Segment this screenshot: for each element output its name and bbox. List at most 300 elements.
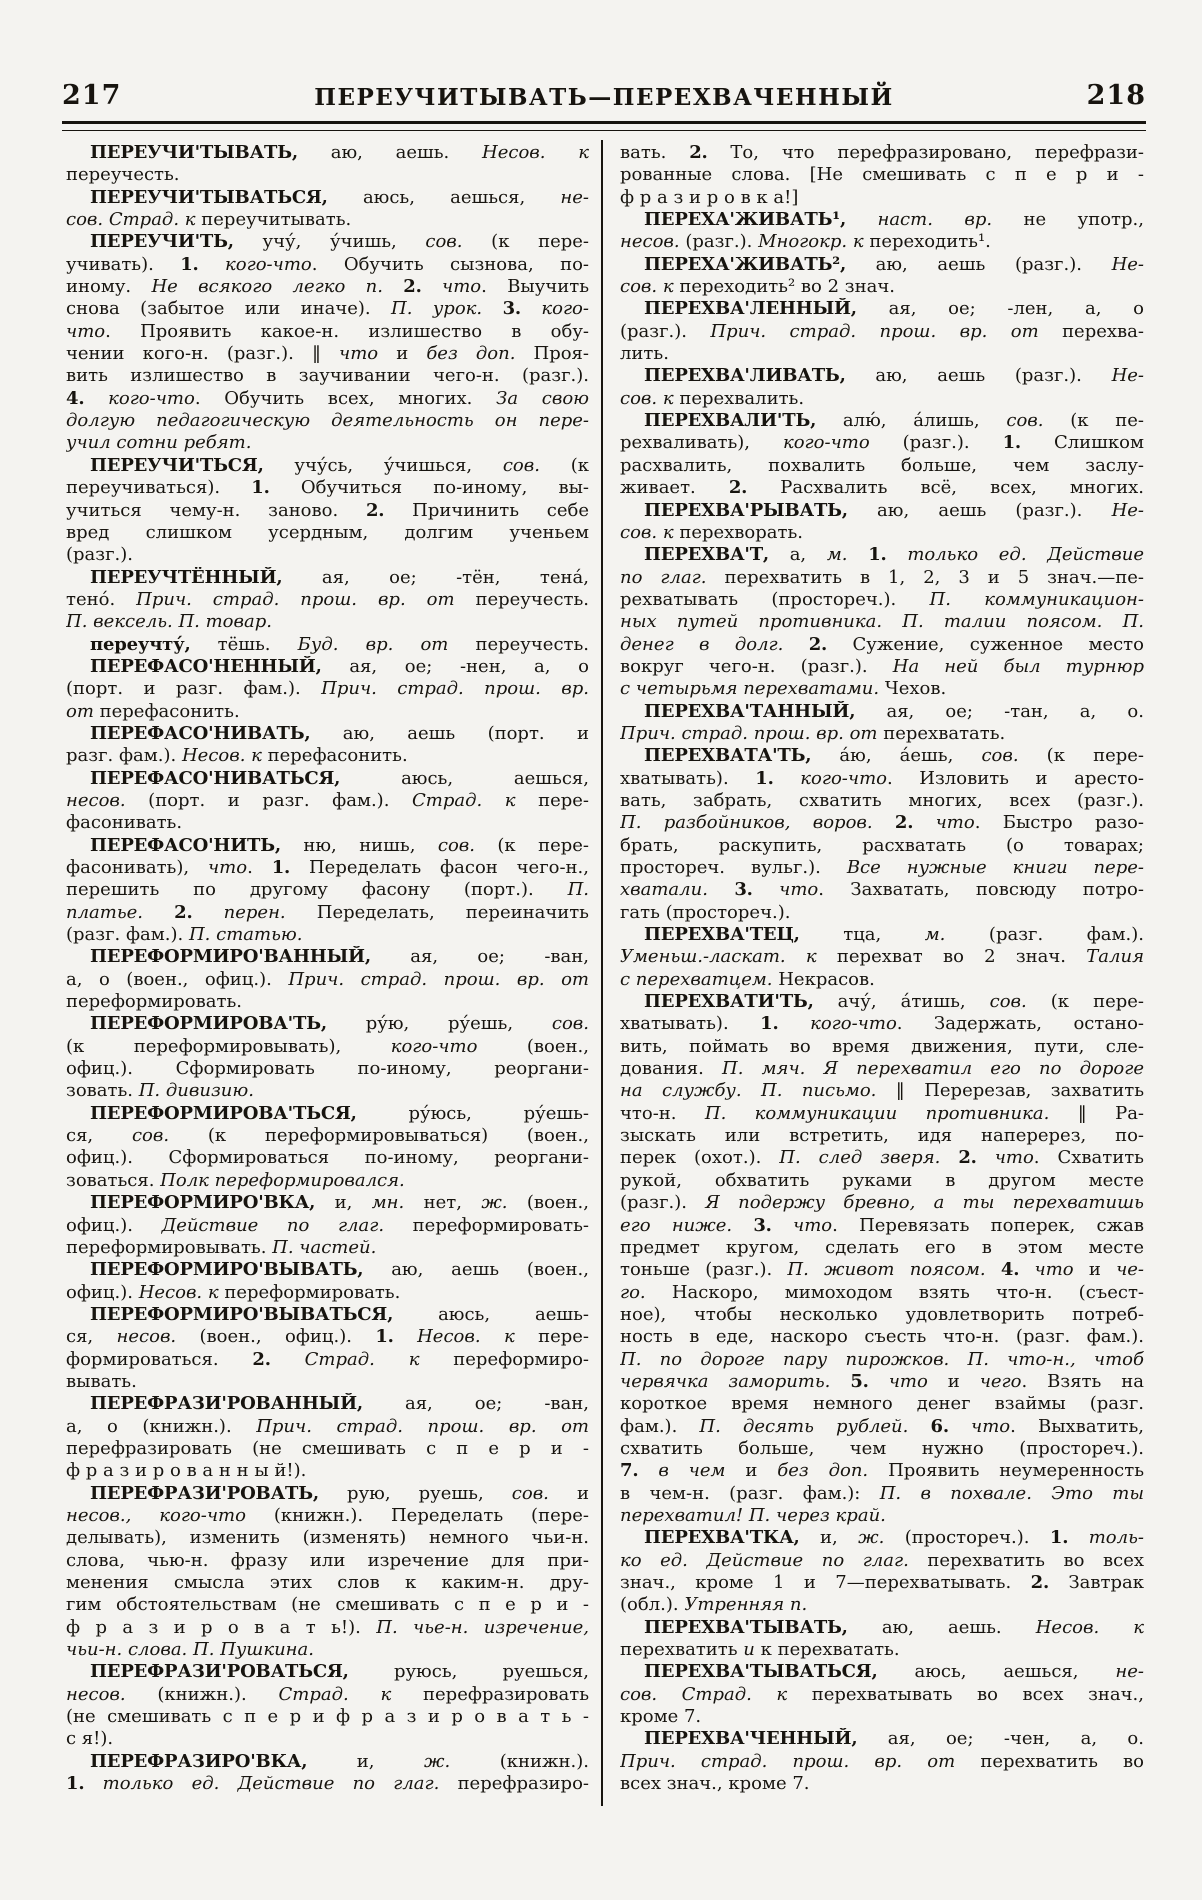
- text-segment: перефразировать: [391, 1683, 589, 1705]
- text-segment: переучесть.: [448, 633, 589, 655]
- text-segment: . Схватить: [1033, 1147, 1144, 1169]
- text-segment: денег в долг.: [620, 633, 784, 655]
- dictionary-line: [620, 1527, 1144, 1549]
- dictionary-line: [66, 611, 589, 633]
- text-segment: [394, 1326, 417, 1347]
- dictionary-line: [620, 500, 1144, 522]
- dictionary-line: [66, 1304, 589, 1326]
- text-segment: гать (простореч.).: [620, 901, 791, 923]
- dictionary-line: [620, 1192, 1144, 1214]
- text-segment: 2.: [728, 477, 748, 499]
- text-segment: хватали.: [620, 879, 708, 901]
- text-segment: вать.: [620, 142, 690, 163]
- text-segment: 3.: [734, 879, 753, 901]
- text-segment: 2.: [958, 1147, 977, 1169]
- text-segment: ПЕРЕУЧИ'ТЫВАТЬ,: [90, 142, 298, 163]
- text-segment: переформировать-: [384, 1214, 589, 1236]
- dictionary-line: [620, 1460, 1144, 1482]
- text-segment: тено́.: [66, 588, 137, 610]
- text-segment: ПЕРЕУЧТЁННЫЙ,: [90, 566, 283, 588]
- dictionary-line: [66, 1371, 589, 1393]
- text-segment: (к переформировывать),: [66, 1035, 391, 1057]
- text-segment: Полк переформировался.: [160, 1169, 405, 1191]
- text-segment: [732, 1215, 753, 1236]
- text-segment: Расхвалить всё, всех, многих.: [747, 477, 1144, 499]
- text-segment: ая, ое; -чен, а, о.: [857, 1728, 1144, 1750]
- text-segment: ру́юсь, ру́ешь-: [356, 1102, 589, 1124]
- text-segment: а, о (книжн.).: [66, 1415, 257, 1437]
- text-segment: Не-: [1111, 365, 1144, 387]
- text-segment: [913, 812, 935, 833]
- text-segment: П. коммуникацион-: [929, 588, 1144, 610]
- text-segment: Прич. страд. прош. вр. от: [136, 588, 455, 610]
- dictionary-line: [66, 1259, 589, 1281]
- text-segment: [1019, 1259, 1034, 1280]
- text-segment: аюсь, аешься,: [340, 767, 589, 789]
- text-segment: ф р а з и р о в а н н ы й!).: [66, 1460, 307, 1482]
- text-segment: (к пере-: [1018, 745, 1144, 767]
- text-segment: ПЕРЕХВА'ЛЕННЫЙ,: [644, 298, 857, 320]
- text-segment: Завтрак: [1049, 1572, 1144, 1593]
- text-segment: перек (охот.).: [620, 1147, 780, 1169]
- text-segment: перешить по другому фасону (порт.).: [66, 879, 568, 901]
- dictionary-line: [620, 1706, 1144, 1728]
- text-segment: что: [442, 276, 482, 298]
- text-segment: ж.: [481, 1192, 508, 1214]
- dictionary-line: [620, 410, 1144, 432]
- text-segment: 1.: [868, 544, 887, 566]
- text-segment: сов. к: [620, 521, 674, 543]
- dictionary-line: [620, 745, 1144, 767]
- text-segment: (разг. фам.).: [945, 924, 1144, 946]
- text-segment: 2.: [808, 633, 828, 655]
- dictionary-line: [620, 1483, 1144, 1505]
- dictionary-line: [620, 1125, 1144, 1147]
- dictionary-line: [620, 1371, 1144, 1393]
- text-segment: а,: [769, 544, 827, 566]
- text-segment: ность в еде, наскоро съесть что-н. (разг. фам.).: [620, 1326, 1144, 1348]
- dictionary-line: [620, 879, 1144, 901]
- text-segment: перен.: [223, 901, 286, 923]
- text-segment: [383, 276, 403, 297]
- dictionary-line: [620, 946, 1144, 968]
- dictionary-line: [66, 812, 589, 834]
- text-segment: (книжн.).: [125, 1683, 279, 1705]
- text-segment: ‖ Ра-: [1049, 1102, 1144, 1124]
- text-segment: [977, 1147, 995, 1168]
- text-segment: кого-что: [810, 1013, 897, 1035]
- dictionary-line: [620, 544, 1144, 566]
- text-segment: ПЕРЕФРАЗИ'РОВАТЬСЯ,: [90, 1661, 349, 1683]
- text-segment: тоньше (разг.).: [620, 1259, 788, 1281]
- text-segment: П.: [567, 879, 589, 901]
- dictionary-line: [620, 701, 1144, 723]
- text-segment: ру́ю, ру́ешь,: [326, 1013, 552, 1035]
- text-segment: что: [971, 1415, 1011, 1437]
- text-segment: вывать.: [66, 1370, 137, 1392]
- text-segment: учивать).: [66, 253, 181, 275]
- text-segment: Страд. к: [278, 1683, 392, 1705]
- text-segment: ПЕРЕХВА'РЫВАТЬ,: [644, 499, 848, 521]
- dictionary-line: [66, 500, 589, 522]
- dictionary-line: [66, 1550, 589, 1572]
- dictionary-line: [66, 1080, 589, 1102]
- text-segment: предмет кругом, сделать его в этом месте: [620, 1236, 1144, 1258]
- text-segment: . Обучить всех, многих.: [194, 387, 497, 409]
- column-right: [620, 142, 1144, 1795]
- dictionary-line: [620, 611, 1144, 633]
- dictionary-line: [66, 1282, 589, 1304]
- text-segment: ПЕРЕФАСО'НИВАТЬ,: [90, 722, 311, 744]
- text-segment: аюсь, аешь-: [393, 1303, 589, 1325]
- text-segment: тёшь.: [190, 633, 298, 655]
- text-segment: переходить² во 2 знач.: [673, 276, 895, 298]
- text-segment: П. вексель. П. товар.: [66, 611, 272, 633]
- text-segment: П. в похвале. Это ты: [879, 1482, 1144, 1504]
- text-segment: что: [888, 1370, 928, 1392]
- text-segment: (к пе-: [1043, 410, 1144, 432]
- text-segment: аю, аешь (разг.).: [847, 499, 1112, 521]
- dictionary-line: [620, 1661, 1144, 1683]
- dictionary-line: [620, 1103, 1144, 1125]
- text-segment: платье.: [66, 901, 144, 923]
- text-segment: П. чье-н. изречение,: [376, 1616, 589, 1638]
- text-segment: 2.: [252, 1348, 271, 1370]
- dictionary-line: [620, 991, 1144, 1013]
- text-segment: Сужение, суженное место: [827, 633, 1144, 655]
- dictionary-line: [66, 678, 589, 700]
- text-segment: ПЕРЕФОРМИРО'ВЫВАТЬ,: [90, 1259, 364, 1281]
- text-segment: чьи-н. слова. П. Пушкина.: [66, 1639, 314, 1661]
- text-segment: переформировать.: [218, 1281, 401, 1303]
- text-segment: 1.: [180, 253, 199, 275]
- text-segment: [783, 634, 808, 655]
- dictionary-line: [620, 477, 1144, 499]
- dictionary-line: [66, 1751, 589, 1773]
- text-segment: [986, 1259, 1001, 1280]
- text-segment: [779, 1013, 811, 1034]
- dictionary-line: [66, 1483, 589, 1505]
- dictionary-line: [66, 1013, 589, 1035]
- text-segment: несов.: [66, 1683, 126, 1705]
- text-segment: ф р а з и р о в а т ь!).: [66, 1616, 377, 1638]
- text-segment: Страд. к: [304, 1348, 420, 1370]
- dictionary-line: [66, 857, 589, 879]
- dictionary-line: [66, 276, 589, 298]
- text-segment: пере-: [514, 1326, 589, 1348]
- text-segment: короткое время немного денег взаймы (разг.: [620, 1393, 1144, 1415]
- text-segment: знач., кроме 1 и 7—перехватывать.: [620, 1572, 1031, 1593]
- text-segment: тца,: [799, 924, 925, 946]
- dictionary-line: [66, 567, 589, 589]
- text-segment: только ед. Действие по глаг.: [102, 1773, 440, 1795]
- text-segment: На ней был турнюр: [892, 655, 1144, 677]
- text-segment: перехватать.: [877, 722, 1006, 744]
- text-segment: [143, 902, 174, 923]
- text-segment: вред слишком усердным, долгим ученьем: [66, 521, 589, 543]
- dictionary-line: [66, 1349, 589, 1371]
- text-segment: а, о (воен., офиц.).: [66, 968, 289, 990]
- text-segment: несов.: [66, 789, 126, 811]
- text-segment: кого-что: [390, 1035, 478, 1057]
- dictionary-line: [620, 1684, 1144, 1706]
- dictionary-line: [66, 410, 589, 432]
- dictionary-line: [620, 634, 1144, 656]
- text-segment: с я!).: [66, 1728, 114, 1750]
- text-segment: Прич. страд. прош. вр. от: [710, 320, 1039, 342]
- dictionary-line: [620, 142, 1144, 164]
- dictionary-line: [620, 1751, 1144, 1773]
- text-segment: Не-: [1111, 253, 1144, 275]
- text-segment: лить.: [620, 343, 669, 365]
- text-segment: . Взять на: [1021, 1370, 1144, 1392]
- text-segment: (воен., офиц.).: [176, 1326, 376, 1348]
- dictionary-line: [620, 1147, 1144, 1169]
- text-segment: ая, ое; -тан, а, о.: [855, 700, 1144, 722]
- dictionary-line: [620, 1416, 1144, 1438]
- dictionary-line: [620, 1550, 1144, 1572]
- text-segment: офиц.).: [66, 1281, 139, 1303]
- text-segment: ая, ое; -нен, а, о: [321, 655, 589, 677]
- text-segment: переучту́,: [90, 633, 191, 655]
- text-segment: перехватывать во всех знач.,: [787, 1683, 1144, 1705]
- text-segment: фасонивать),: [66, 857, 208, 878]
- text-segment: слова, чью-н. фразу или изречение для при-: [66, 1549, 589, 1571]
- text-segment: 4.: [1000, 1259, 1020, 1281]
- text-segment: Прич. страд. прош. вр. от: [620, 1750, 956, 1772]
- text-segment: (к пере-: [1026, 991, 1144, 1013]
- text-segment: ПЕРЕФОРМИРО'ВАННЫЙ,: [90, 946, 371, 968]
- text-segment: его ниже.: [620, 1214, 733, 1236]
- dictionary-line: [620, 1237, 1144, 1259]
- dictionary-line: [66, 1617, 589, 1639]
- dictionary-line: [66, 432, 589, 454]
- text-segment: Буд. вр. от: [297, 633, 449, 655]
- text-segment: сов.: [131, 1125, 170, 1147]
- dictionary-line: [66, 1438, 589, 1460]
- dictionary-line: [66, 969, 589, 991]
- dictionary-line: [620, 187, 1144, 209]
- dictionary-line: [620, 1259, 1144, 1281]
- text-segment: [638, 1460, 658, 1481]
- text-segment: ПЕРЕФОРМИРОВА'ТЬСЯ,: [90, 1102, 357, 1124]
- dictionary-line: [620, 1215, 1144, 1237]
- dictionary-line: [620, 678, 1144, 700]
- dictionary-line: [620, 969, 1144, 991]
- text-segment: Прич. страд. прош. вр. от: [288, 968, 589, 990]
- text-segment: сов.: [1006, 410, 1044, 432]
- text-segment: 6.: [930, 1415, 949, 1437]
- text-segment: П. дивизию.: [138, 1080, 254, 1102]
- dictionary-line: [620, 432, 1144, 454]
- text-segment: без доп.: [426, 343, 516, 365]
- text-segment: Переделать, переиначить: [285, 901, 589, 923]
- text-segment: сов.: [502, 454, 540, 476]
- text-segment: схватить больше, чем нужно (простореч.).: [620, 1437, 1144, 1459]
- text-segment: живает.: [620, 477, 729, 499]
- dictionary-line: [66, 1639, 589, 1661]
- text-segment: ПЕРЕХВА'ТКА,: [644, 1527, 800, 1549]
- text-segment: го.: [620, 1281, 646, 1303]
- dictionary-line: [66, 634, 589, 656]
- text-segment: аюсь, аешься,: [877, 1661, 1116, 1683]
- dictionary-line: [620, 1304, 1144, 1326]
- dictionary-line: [620, 1058, 1144, 1080]
- text-segment: Не всякого легко п.: [151, 276, 383, 298]
- dictionary-line: [66, 1125, 589, 1147]
- text-segment: Действие по глаг.: [161, 1214, 385, 1236]
- text-segment: 1.: [271, 857, 291, 878]
- dictionary-line: [620, 723, 1144, 745]
- dictionary-line: [66, 879, 589, 901]
- text-segment: ПЕРЕУЧИ'ТЫВАТЬСЯ,: [90, 186, 328, 208]
- text-segment: только ед. Действие: [907, 544, 1144, 566]
- dictionary-line: [66, 1237, 589, 1259]
- dictionary-line: [620, 164, 1144, 186]
- text-segment: П. мяч. Я перехватил его по дороге: [722, 1058, 1144, 1080]
- text-segment: ПЕРЕФРАЗИРО'ВКА,: [90, 1750, 308, 1772]
- text-segment: ПЕРЕХВА'Т,: [644, 544, 769, 566]
- text-segment: иному.: [66, 276, 152, 298]
- text-segment: перехворать.: [673, 521, 803, 543]
- dictionary-line: [620, 1594, 1144, 1616]
- text-segment: 2.: [689, 142, 708, 163]
- text-segment: (обл.).: [620, 1594, 685, 1616]
- text-segment: Страд. к: [411, 789, 516, 811]
- text-segment: сов. к: [620, 387, 674, 409]
- text-segment: кого-что: [225, 253, 312, 275]
- text-segment: [846, 209, 877, 230]
- text-segment: всех знач., кроме 7.: [620, 1773, 810, 1795]
- text-segment: несов., кого-что: [66, 1504, 246, 1526]
- text-segment: гим обстоятельствам (не смешивать с п е р и -: [66, 1594, 589, 1616]
- text-segment: и: [1073, 1259, 1117, 1281]
- text-segment: что: [66, 320, 106, 342]
- text-segment: нет,: [404, 1192, 482, 1214]
- text-segment: что: [1034, 1259, 1074, 1281]
- header-rule: [62, 121, 1146, 131]
- text-segment: 1.: [1049, 1527, 1069, 1549]
- dictionary-line: [66, 656, 589, 678]
- dictionary-line: [66, 1416, 589, 1438]
- text-segment: аю, аешь (порт. и: [310, 722, 589, 744]
- dictionary-line: [620, 1326, 1144, 1348]
- text-segment: простореч. вульг.).: [620, 857, 847, 878]
- dictionary-line: [66, 477, 589, 499]
- text-segment: и: [548, 1482, 589, 1504]
- text-segment: фасонивать.: [66, 812, 183, 834]
- text-segment: а́ю, а́ешь,: [811, 745, 982, 767]
- text-segment: ных путей противника. П. талии поясом. П.: [620, 611, 1144, 633]
- text-segment: делывать), изменить (изменять) немного чьи-н.: [66, 1527, 589, 1549]
- text-segment: ПЕРЕХВАЛИ'ТЬ,: [644, 410, 817, 432]
- text-segment: (разг.).: [620, 1192, 706, 1214]
- text-segment: (разг. фам.).: [66, 924, 189, 946]
- text-segment: кого-что: [800, 767, 887, 789]
- text-segment: 2.: [403, 276, 422, 298]
- text-segment: перехват во 2 знач.: [816, 946, 1087, 968]
- text-segment: (разг.).: [869, 432, 1003, 454]
- dictionary-line: [620, 1617, 1144, 1639]
- text-segment: Прич. страд. прош. вр. от: [620, 722, 878, 744]
- text-segment: перехватить: [620, 1639, 744, 1661]
- text-segment: сов.: [437, 834, 475, 856]
- dictionary-line: [66, 343, 589, 365]
- text-segment: по глаг.: [620, 566, 707, 588]
- text-segment: [940, 1147, 958, 1168]
- text-segment: П. коммуникации противника.: [704, 1102, 1050, 1124]
- dictionary-line: [620, 857, 1144, 879]
- text-segment: ПЕРЕФРАЗИ'РОВАННЫЙ,: [90, 1393, 363, 1415]
- text-segment: не-: [1115, 1661, 1144, 1683]
- text-segment: сов. к: [620, 276, 674, 298]
- text-segment: сов.: [511, 1482, 549, 1504]
- text-segment: Некрасов.: [772, 968, 875, 990]
- text-segment: То, что перефразировано, перефрази-: [707, 142, 1144, 163]
- text-segment: [199, 254, 225, 275]
- text-segment: аю, аешь (воен.,: [363, 1259, 589, 1281]
- text-segment: несов.: [620, 231, 680, 253]
- text-segment: [521, 298, 541, 319]
- dictionary-line: [66, 209, 589, 231]
- dictionary-line: [66, 723, 589, 745]
- dictionary-line: [66, 455, 589, 477]
- text-segment: кроме 7.: [620, 1706, 702, 1728]
- text-segment: ПЕРЕФАСО'НЕННЫЙ,: [90, 655, 322, 677]
- dictionary-line: [620, 231, 1144, 253]
- dictionary-line: [66, 1728, 589, 1750]
- text-segment: Прич. страд. прош. вр. от: [256, 1415, 589, 1437]
- text-segment: . Изловить и аресто-: [886, 767, 1144, 789]
- text-segment: ПЕРЕХВА'ТЫВАТЬСЯ,: [644, 1661, 878, 1683]
- text-segment: рованные слова. [Не смешивать с п е р и -: [620, 164, 1144, 186]
- dictionary-line: [620, 522, 1144, 544]
- text-segment: (разг.).: [66, 544, 133, 566]
- text-segment: . Выучить: [481, 276, 589, 298]
- text-segment: аю, аешь (разг.).: [846, 253, 1112, 275]
- text-segment: 1.: [755, 767, 774, 789]
- text-segment: П. по дороге пару пирожков. П. что-н., чтоб: [620, 1348, 1144, 1370]
- text-segment: (порт. и разг. фам.).: [66, 678, 322, 700]
- text-segment: офиц.).: [66, 1214, 162, 1236]
- text-segment: П. статью.: [188, 924, 303, 946]
- text-segment: 2.: [894, 812, 914, 834]
- text-segment: ПЕРЕФАСО'НИВАТЬСЯ,: [90, 767, 341, 789]
- dictionary-line: [620, 1572, 1144, 1594]
- text-segment: перехватил! П. через край.: [620, 1504, 886, 1526]
- dictionary-line: [620, 1013, 1144, 1035]
- text-segment: 3.: [502, 298, 521, 320]
- text-segment: (разг.).: [679, 231, 759, 253]
- text-segment: ж.: [858, 1527, 885, 1549]
- text-segment: . Задержать, остано-: [896, 1013, 1144, 1035]
- text-segment: 2.: [365, 499, 385, 521]
- text-segment: аю, аешь.: [847, 1616, 1036, 1638]
- text-segment: [753, 879, 779, 900]
- text-segment: (к: [539, 454, 589, 476]
- dictionary-line: [66, 298, 589, 320]
- text-segment: расхвалить, похвалить больше, чем заслу-: [620, 454, 1144, 476]
- text-segment: мн.: [371, 1192, 405, 1214]
- text-segment: и,: [799, 1527, 859, 1549]
- text-segment: и: [927, 1370, 980, 1392]
- dictionary-line: [620, 1728, 1144, 1750]
- text-segment: Причинить себе: [384, 499, 589, 521]
- text-segment: [887, 544, 908, 565]
- text-segment: [422, 276, 442, 297]
- text-segment: ПЕРЕХВА'ЛИВАТЬ,: [644, 365, 846, 387]
- text-segment: кого-что: [782, 432, 870, 454]
